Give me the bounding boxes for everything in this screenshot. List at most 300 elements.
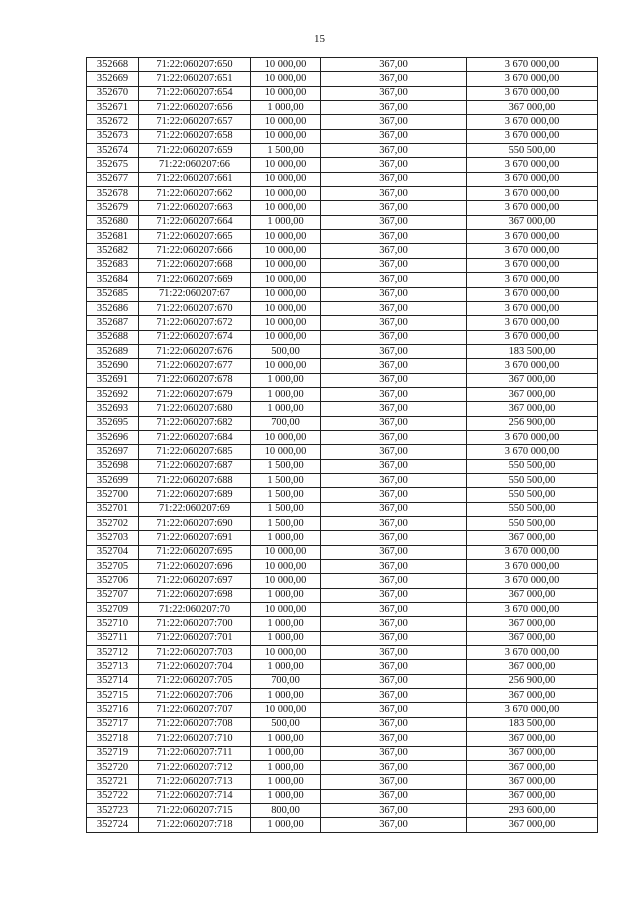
table-row bbox=[87, 215, 598, 229]
cost-cell: 3 670 000,00 bbox=[467, 545, 598, 559]
cost-cell: 367 000,00 bbox=[467, 760, 598, 774]
record-id-cell: 352668 bbox=[87, 58, 139, 72]
table-row bbox=[87, 158, 598, 172]
table-row bbox=[87, 631, 598, 645]
cadastral-number-cell: 71:22:060207:656 bbox=[139, 101, 251, 115]
area-cell: 1 000,00 bbox=[251, 689, 321, 703]
record-id-cell: 352703 bbox=[87, 531, 139, 545]
record-id-cell: 352688 bbox=[87, 330, 139, 344]
cadastral-number-cell: 71:22:060207:700 bbox=[139, 617, 251, 631]
record-id-cell: 352704 bbox=[87, 545, 139, 559]
area-cell: 10 000,00 bbox=[251, 86, 321, 100]
cadastral-number-cell: 71:22:060207:689 bbox=[139, 488, 251, 502]
cadastral-number-cell: 71:22:060207:690 bbox=[139, 517, 251, 531]
rate-cell: 367,00 bbox=[321, 344, 467, 358]
table-row bbox=[87, 316, 598, 330]
area-cell: 10 000,00 bbox=[251, 72, 321, 86]
cost-cell: 3 670 000,00 bbox=[467, 430, 598, 444]
cadastral-number-cell: 71:22:060207:682 bbox=[139, 416, 251, 430]
table-row bbox=[87, 574, 598, 588]
record-id-cell: 352689 bbox=[87, 344, 139, 358]
rate-cell: 367,00 bbox=[321, 244, 467, 258]
area-cell: 1 000,00 bbox=[251, 402, 321, 416]
rate-cell: 367,00 bbox=[321, 373, 467, 387]
rate-cell: 367,00 bbox=[321, 588, 467, 602]
cadastral-number-cell: 71:22:060207:706 bbox=[139, 689, 251, 703]
cost-cell: 367 000,00 bbox=[467, 373, 598, 387]
cadastral-number-cell: 71:22:060207:70 bbox=[139, 603, 251, 617]
cost-cell: 3 670 000,00 bbox=[467, 158, 598, 172]
cost-cell: 550 500,00 bbox=[467, 502, 598, 516]
cadastral-number-cell: 71:22:060207:703 bbox=[139, 646, 251, 660]
area-cell: 10 000,00 bbox=[251, 273, 321, 287]
record-id-cell: 352719 bbox=[87, 746, 139, 760]
record-id-cell: 352707 bbox=[87, 588, 139, 602]
record-id-cell: 352720 bbox=[87, 760, 139, 774]
cost-cell: 3 670 000,00 bbox=[467, 230, 598, 244]
table-row bbox=[87, 101, 598, 115]
rate-cell: 367,00 bbox=[321, 560, 467, 574]
table-row bbox=[87, 603, 598, 617]
table-row bbox=[87, 187, 598, 201]
table-body bbox=[87, 58, 598, 833]
area-cell: 10 000,00 bbox=[251, 574, 321, 588]
cadastral-number-cell: 71:22:060207:698 bbox=[139, 588, 251, 602]
record-id-cell: 352684 bbox=[87, 273, 139, 287]
area-cell: 10 000,00 bbox=[251, 115, 321, 129]
area-cell: 1 000,00 bbox=[251, 101, 321, 115]
table-row bbox=[87, 502, 598, 516]
cost-cell: 3 670 000,00 bbox=[467, 187, 598, 201]
rate-cell: 367,00 bbox=[321, 473, 467, 487]
area-cell: 10 000,00 bbox=[251, 172, 321, 186]
record-id-cell: 352722 bbox=[87, 789, 139, 803]
rate-cell: 367,00 bbox=[321, 617, 467, 631]
cadastral-number-cell: 71:22:060207:711 bbox=[139, 746, 251, 760]
cadastral-number-cell: 71:22:060207:707 bbox=[139, 703, 251, 717]
rate-cell: 367,00 bbox=[321, 660, 467, 674]
table-row bbox=[87, 560, 598, 574]
record-id-cell: 352674 bbox=[87, 144, 139, 158]
table-row bbox=[87, 445, 598, 459]
cadastral-number-cell: 71:22:060207:674 bbox=[139, 330, 251, 344]
area-cell: 1 000,00 bbox=[251, 373, 321, 387]
cadastral-number-cell: 71:22:060207:677 bbox=[139, 359, 251, 373]
cost-cell: 3 670 000,00 bbox=[467, 603, 598, 617]
cadastral-number-cell: 71:22:060207:669 bbox=[139, 273, 251, 287]
cost-cell: 550 500,00 bbox=[467, 517, 598, 531]
rate-cell: 367,00 bbox=[321, 58, 467, 72]
cadastral-number-cell: 71:22:060207:704 bbox=[139, 660, 251, 674]
cadastral-number-cell: 71:22:060207:670 bbox=[139, 301, 251, 315]
table-row bbox=[87, 115, 598, 129]
cost-cell: 367 000,00 bbox=[467, 531, 598, 545]
table-row bbox=[87, 287, 598, 301]
rate-cell: 367,00 bbox=[321, 416, 467, 430]
cadastral-number-cell: 71:22:060207:672 bbox=[139, 316, 251, 330]
area-cell: 10 000,00 bbox=[251, 603, 321, 617]
cost-cell: 3 670 000,00 bbox=[467, 172, 598, 186]
cadastral-number-cell: 71:22:060207:665 bbox=[139, 230, 251, 244]
cadastral-number-cell: 71:22:060207:666 bbox=[139, 244, 251, 258]
record-id-cell: 352691 bbox=[87, 373, 139, 387]
cost-cell: 367 000,00 bbox=[467, 215, 598, 229]
rate-cell: 367,00 bbox=[321, 115, 467, 129]
area-cell: 1 000,00 bbox=[251, 588, 321, 602]
cadastral-number-cell: 71:22:060207:680 bbox=[139, 402, 251, 416]
rate-cell: 367,00 bbox=[321, 502, 467, 516]
area-cell: 10 000,00 bbox=[251, 244, 321, 258]
cadastral-number-cell: 71:22:060207:685 bbox=[139, 445, 251, 459]
cadastral-number-cell: 71:22:060207:696 bbox=[139, 560, 251, 574]
cadastral-number-cell: 71:22:060207:710 bbox=[139, 732, 251, 746]
table-row bbox=[87, 258, 598, 272]
rate-cell: 367,00 bbox=[321, 517, 467, 531]
cadastral-number-cell: 71:22:060207:67 bbox=[139, 287, 251, 301]
rate-cell: 367,00 bbox=[321, 430, 467, 444]
area-cell: 1 500,00 bbox=[251, 502, 321, 516]
area-cell: 10 000,00 bbox=[251, 646, 321, 660]
rate-cell: 367,00 bbox=[321, 201, 467, 215]
area-cell: 10 000,00 bbox=[251, 158, 321, 172]
area-cell: 10 000,00 bbox=[251, 287, 321, 301]
rate-cell: 367,00 bbox=[321, 287, 467, 301]
cadastral-number-cell: 71:22:060207:659 bbox=[139, 144, 251, 158]
rate-cell: 367,00 bbox=[321, 646, 467, 660]
cost-cell: 256 900,00 bbox=[467, 416, 598, 430]
rate-cell: 367,00 bbox=[321, 158, 467, 172]
area-cell: 1 000,00 bbox=[251, 617, 321, 631]
record-id-cell: 352680 bbox=[87, 215, 139, 229]
area-cell: 10 000,00 bbox=[251, 58, 321, 72]
rate-cell: 367,00 bbox=[321, 459, 467, 473]
cadastral-number-cell: 71:22:060207:715 bbox=[139, 803, 251, 817]
cadastral-number-cell: 71:22:060207:679 bbox=[139, 387, 251, 401]
cost-cell: 550 500,00 bbox=[467, 488, 598, 502]
area-cell: 1 000,00 bbox=[251, 531, 321, 545]
cadastral-number-cell: 71:22:060207:678 bbox=[139, 373, 251, 387]
table-row bbox=[87, 273, 598, 287]
area-cell: 10 000,00 bbox=[251, 445, 321, 459]
table-row bbox=[87, 703, 598, 717]
cadastral-number-cell: 71:22:060207:684 bbox=[139, 430, 251, 444]
cost-cell: 367 000,00 bbox=[467, 387, 598, 401]
table-row bbox=[87, 459, 598, 473]
rate-cell: 367,00 bbox=[321, 387, 467, 401]
rate-cell: 367,00 bbox=[321, 631, 467, 645]
record-id-cell: 352669 bbox=[87, 72, 139, 86]
cost-cell: 293 600,00 bbox=[467, 803, 598, 817]
table-row bbox=[87, 531, 598, 545]
rate-cell: 367,00 bbox=[321, 187, 467, 201]
cost-cell: 367 000,00 bbox=[467, 588, 598, 602]
cost-cell: 367 000,00 bbox=[467, 402, 598, 416]
table-row bbox=[87, 732, 598, 746]
table-row bbox=[87, 344, 598, 358]
table-row bbox=[87, 416, 598, 430]
rate-cell: 367,00 bbox=[321, 746, 467, 760]
cost-cell: 3 670 000,00 bbox=[467, 560, 598, 574]
record-id-cell: 352721 bbox=[87, 775, 139, 789]
record-id-cell: 352709 bbox=[87, 603, 139, 617]
record-id-cell: 352693 bbox=[87, 402, 139, 416]
area-cell: 1 000,00 bbox=[251, 660, 321, 674]
area-cell: 10 000,00 bbox=[251, 560, 321, 574]
cost-cell: 3 670 000,00 bbox=[467, 574, 598, 588]
record-id-cell: 352723 bbox=[87, 803, 139, 817]
table-row bbox=[87, 129, 598, 143]
cadastral-number-cell: 71:22:060207:718 bbox=[139, 818, 251, 832]
rate-cell: 367,00 bbox=[321, 273, 467, 287]
area-cell: 1 000,00 bbox=[251, 215, 321, 229]
table-row bbox=[87, 746, 598, 760]
cadastral-number-cell: 71:22:060207:650 bbox=[139, 58, 251, 72]
table-row bbox=[87, 144, 598, 158]
cost-cell: 367 000,00 bbox=[467, 689, 598, 703]
table-row bbox=[87, 172, 598, 186]
record-id-cell: 352718 bbox=[87, 732, 139, 746]
table-row bbox=[87, 517, 598, 531]
cost-cell: 3 670 000,00 bbox=[467, 258, 598, 272]
area-cell: 1 500,00 bbox=[251, 459, 321, 473]
table-row bbox=[87, 430, 598, 444]
rate-cell: 367,00 bbox=[321, 760, 467, 774]
cadastral-number-cell: 71:22:060207:664 bbox=[139, 215, 251, 229]
table-row bbox=[87, 646, 598, 660]
cadastral-number-cell: 71:22:060207:657 bbox=[139, 115, 251, 129]
record-id-cell: 352712 bbox=[87, 646, 139, 660]
table-row bbox=[87, 588, 598, 602]
cost-cell: 367 000,00 bbox=[467, 101, 598, 115]
record-id-cell: 352677 bbox=[87, 172, 139, 186]
cost-cell: 183 500,00 bbox=[467, 717, 598, 731]
area-cell: 1 500,00 bbox=[251, 144, 321, 158]
cost-cell: 3 670 000,00 bbox=[467, 301, 598, 315]
area-cell: 10 000,00 bbox=[251, 545, 321, 559]
cost-cell: 183 500,00 bbox=[467, 344, 598, 358]
cost-cell: 367 000,00 bbox=[467, 732, 598, 746]
cost-cell: 3 670 000,00 bbox=[467, 86, 598, 100]
record-id-cell: 352687 bbox=[87, 316, 139, 330]
record-id-cell: 352706 bbox=[87, 574, 139, 588]
area-cell: 10 000,00 bbox=[251, 316, 321, 330]
table-row bbox=[87, 674, 598, 688]
table-row bbox=[87, 244, 598, 258]
area-cell: 10 000,00 bbox=[251, 201, 321, 215]
table-row bbox=[87, 201, 598, 215]
area-cell: 500,00 bbox=[251, 717, 321, 731]
area-cell: 10 000,00 bbox=[251, 258, 321, 272]
area-cell: 10 000,00 bbox=[251, 703, 321, 717]
page-number: 15 bbox=[314, 33, 325, 45]
rate-cell: 367,00 bbox=[321, 574, 467, 588]
cost-cell: 367 000,00 bbox=[467, 818, 598, 832]
record-id-cell: 352698 bbox=[87, 459, 139, 473]
cadastral-number-cell: 71:22:060207:697 bbox=[139, 574, 251, 588]
area-cell: 10 000,00 bbox=[251, 330, 321, 344]
area-cell: 10 000,00 bbox=[251, 230, 321, 244]
area-cell: 1 000,00 bbox=[251, 775, 321, 789]
table-row bbox=[87, 660, 598, 674]
record-id-cell: 352700 bbox=[87, 488, 139, 502]
rate-cell: 367,00 bbox=[321, 144, 467, 158]
record-id-cell: 352705 bbox=[87, 560, 139, 574]
record-id-cell: 352690 bbox=[87, 359, 139, 373]
cost-cell: 3 670 000,00 bbox=[467, 115, 598, 129]
area-cell: 1 000,00 bbox=[251, 631, 321, 645]
area-cell: 1 000,00 bbox=[251, 746, 321, 760]
rate-cell: 367,00 bbox=[321, 72, 467, 86]
cost-cell: 3 670 000,00 bbox=[467, 58, 598, 72]
record-id-cell: 352724 bbox=[87, 818, 139, 832]
rate-cell: 367,00 bbox=[321, 129, 467, 143]
table-row bbox=[87, 402, 598, 416]
record-id-cell: 352679 bbox=[87, 201, 139, 215]
rate-cell: 367,00 bbox=[321, 703, 467, 717]
cadastral-number-cell: 71:22:060207:708 bbox=[139, 717, 251, 731]
table-row bbox=[87, 373, 598, 387]
cadastral-number-cell: 71:22:060207:688 bbox=[139, 473, 251, 487]
record-id-cell: 352715 bbox=[87, 689, 139, 703]
cost-cell: 367 000,00 bbox=[467, 617, 598, 631]
cadastral-number-cell: 71:22:060207:714 bbox=[139, 789, 251, 803]
table-row bbox=[87, 760, 598, 774]
area-cell: 10 000,00 bbox=[251, 359, 321, 373]
area-cell: 700,00 bbox=[251, 416, 321, 430]
table-row bbox=[87, 301, 598, 315]
rate-cell: 367,00 bbox=[321, 258, 467, 272]
record-id-cell: 352683 bbox=[87, 258, 139, 272]
cost-cell: 3 670 000,00 bbox=[467, 129, 598, 143]
cost-cell: 3 670 000,00 bbox=[467, 330, 598, 344]
record-id-cell: 352671 bbox=[87, 101, 139, 115]
cost-cell: 3 670 000,00 bbox=[467, 72, 598, 86]
area-cell: 10 000,00 bbox=[251, 430, 321, 444]
rate-cell: 367,00 bbox=[321, 330, 467, 344]
table-row bbox=[87, 689, 598, 703]
table-row bbox=[87, 72, 598, 86]
record-id-cell: 352711 bbox=[87, 631, 139, 645]
area-cell: 800,00 bbox=[251, 803, 321, 817]
area-cell: 1 500,00 bbox=[251, 473, 321, 487]
rate-cell: 367,00 bbox=[321, 603, 467, 617]
record-id-cell: 352681 bbox=[87, 230, 139, 244]
cadastral-number-cell: 71:22:060207:676 bbox=[139, 344, 251, 358]
cost-cell: 3 670 000,00 bbox=[467, 646, 598, 660]
cost-cell: 367 000,00 bbox=[467, 746, 598, 760]
rate-cell: 367,00 bbox=[321, 316, 467, 330]
rate-cell: 367,00 bbox=[321, 531, 467, 545]
cost-cell: 3 670 000,00 bbox=[467, 201, 598, 215]
table-row bbox=[87, 488, 598, 502]
cadastral-number-cell: 71:22:060207:66 bbox=[139, 158, 251, 172]
table-row bbox=[87, 775, 598, 789]
rate-cell: 367,00 bbox=[321, 674, 467, 688]
cadastral-number-cell: 71:22:060207:701 bbox=[139, 631, 251, 645]
cost-cell: 3 670 000,00 bbox=[467, 244, 598, 258]
cadastral-number-cell: 71:22:060207:663 bbox=[139, 201, 251, 215]
rate-cell: 367,00 bbox=[321, 488, 467, 502]
rate-cell: 367,00 bbox=[321, 230, 467, 244]
cost-cell: 550 500,00 bbox=[467, 459, 598, 473]
record-id-cell: 352675 bbox=[87, 158, 139, 172]
rate-cell: 367,00 bbox=[321, 789, 467, 803]
record-id-cell: 352710 bbox=[87, 617, 139, 631]
table-row bbox=[87, 330, 598, 344]
record-id-cell: 352717 bbox=[87, 717, 139, 731]
table-row bbox=[87, 359, 598, 373]
area-cell: 1 000,00 bbox=[251, 789, 321, 803]
cadastral-number-cell: 71:22:060207:69 bbox=[139, 502, 251, 516]
rate-cell: 367,00 bbox=[321, 301, 467, 315]
area-cell: 500,00 bbox=[251, 344, 321, 358]
cost-cell: 3 670 000,00 bbox=[467, 703, 598, 717]
cadastral-number-cell: 71:22:060207:658 bbox=[139, 129, 251, 143]
cost-cell: 367 000,00 bbox=[467, 775, 598, 789]
record-id-cell: 352673 bbox=[87, 129, 139, 143]
record-id-cell: 352701 bbox=[87, 502, 139, 516]
cadastral-number-cell: 71:22:060207:661 bbox=[139, 172, 251, 186]
cost-cell: 3 670 000,00 bbox=[467, 316, 598, 330]
area-cell: 1 000,00 bbox=[251, 760, 321, 774]
area-cell: 10 000,00 bbox=[251, 187, 321, 201]
cadastral-number-cell: 71:22:060207:662 bbox=[139, 187, 251, 201]
record-id-cell: 352672 bbox=[87, 115, 139, 129]
record-id-cell: 352714 bbox=[87, 674, 139, 688]
table-row bbox=[87, 717, 598, 731]
cost-cell: 367 000,00 bbox=[467, 660, 598, 674]
cadastral-table bbox=[86, 57, 598, 833]
table-row bbox=[87, 230, 598, 244]
record-id-cell: 352695 bbox=[87, 416, 139, 430]
rate-cell: 367,00 bbox=[321, 402, 467, 416]
cost-cell: 367 000,00 bbox=[467, 631, 598, 645]
area-cell: 1 000,00 bbox=[251, 387, 321, 401]
record-id-cell: 352699 bbox=[87, 473, 139, 487]
cadastral-number-cell: 71:22:060207:695 bbox=[139, 545, 251, 559]
table-row bbox=[87, 803, 598, 817]
area-cell: 1 500,00 bbox=[251, 517, 321, 531]
cadastral-number-cell: 71:22:060207:654 bbox=[139, 86, 251, 100]
rate-cell: 367,00 bbox=[321, 172, 467, 186]
record-id-cell: 352716 bbox=[87, 703, 139, 717]
cadastral-number-cell: 71:22:060207:705 bbox=[139, 674, 251, 688]
cost-cell: 3 670 000,00 bbox=[467, 287, 598, 301]
rate-cell: 367,00 bbox=[321, 803, 467, 817]
rate-cell: 367,00 bbox=[321, 545, 467, 559]
rate-cell: 367,00 bbox=[321, 717, 467, 731]
table-row bbox=[87, 789, 598, 803]
area-cell: 1 500,00 bbox=[251, 488, 321, 502]
table-row bbox=[87, 545, 598, 559]
area-cell: 1 000,00 bbox=[251, 818, 321, 832]
cost-cell: 256 900,00 bbox=[467, 674, 598, 688]
cost-cell: 3 670 000,00 bbox=[467, 359, 598, 373]
table-row bbox=[87, 58, 598, 72]
area-cell: 1 000,00 bbox=[251, 732, 321, 746]
table-row bbox=[87, 387, 598, 401]
cadastral-number-cell: 71:22:060207:668 bbox=[139, 258, 251, 272]
record-id-cell: 352702 bbox=[87, 517, 139, 531]
rate-cell: 367,00 bbox=[321, 689, 467, 703]
cost-cell: 550 500,00 bbox=[467, 473, 598, 487]
area-cell: 10 000,00 bbox=[251, 129, 321, 143]
area-cell: 700,00 bbox=[251, 674, 321, 688]
cost-cell: 3 670 000,00 bbox=[467, 445, 598, 459]
record-id-cell: 352697 bbox=[87, 445, 139, 459]
record-id-cell: 352678 bbox=[87, 187, 139, 201]
table-row bbox=[87, 473, 598, 487]
